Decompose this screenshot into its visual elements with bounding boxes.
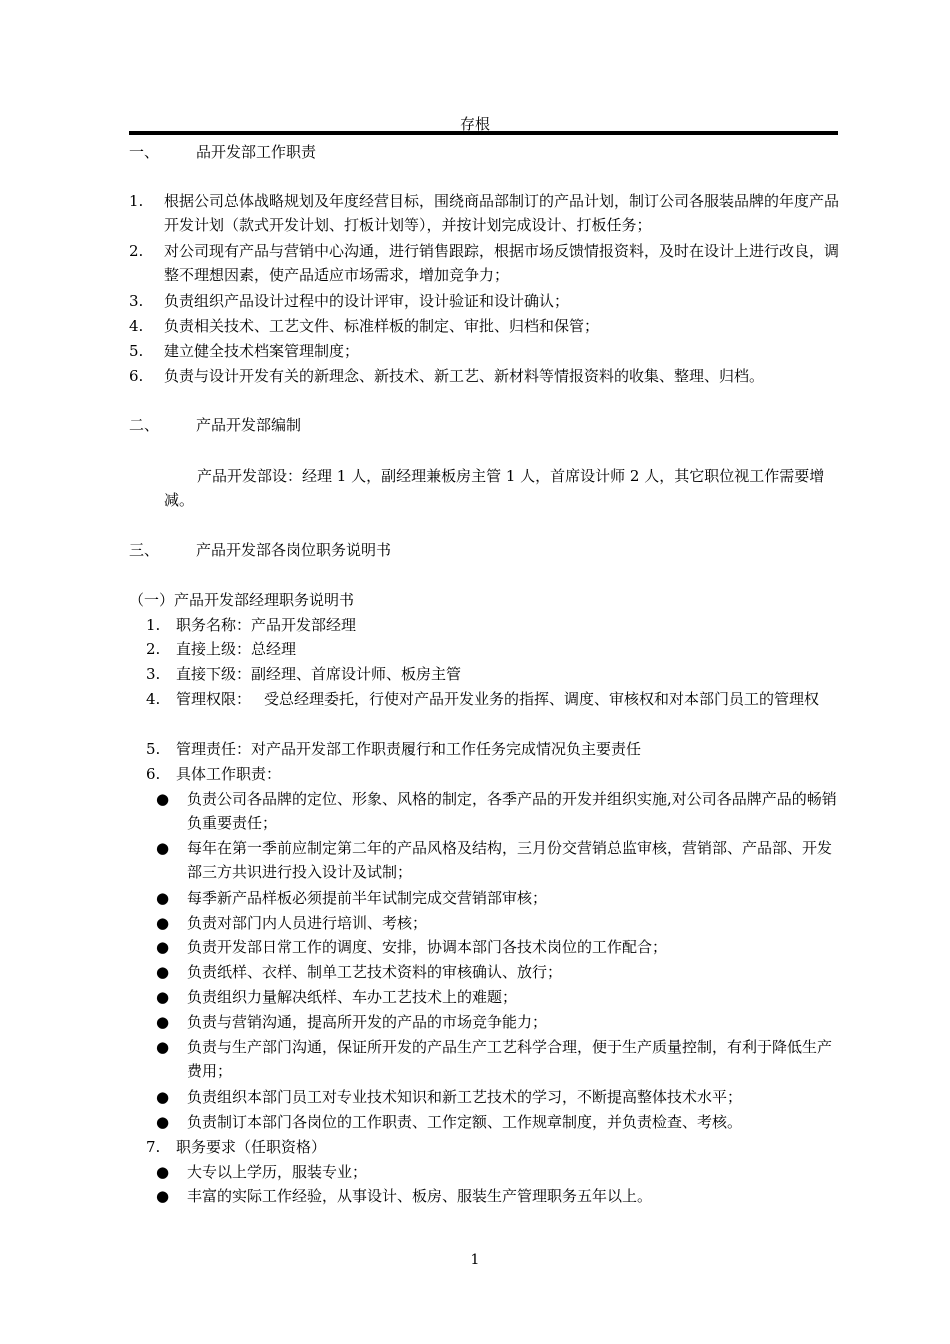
list-item: [146, 762, 841, 786]
item-text: 副经理、首席设计师、板房主管: [251, 665, 462, 683]
bullet-item: [156, 1184, 841, 1208]
item-number: 4.: [146, 690, 161, 708]
item-number: 5.: [146, 740, 161, 758]
bullet-text: 负责对部门内人员进行培训、考核；: [187, 914, 428, 932]
item-text: 对公司现有产品与营销中心沟通，进行销售跟踪，根据市场反馈情报资料，及时在设计上进行改良，调整不理想因素，使产品适应市场需求，增加竞争力；: [164, 242, 840, 284]
bullet-icon: ●: [156, 988, 170, 1006]
section-3-number: 三、: [129, 541, 160, 559]
bullet-icon: ●: [156, 839, 170, 857]
item-number: 1.: [129, 192, 144, 210]
bullet-icon: ●: [156, 938, 170, 956]
section-3-heading: [129, 538, 391, 562]
section-2-number: 二、: [129, 416, 160, 434]
section-1-title: 品开发部工作职责: [196, 143, 317, 161]
item-text: 总经理: [251, 640, 297, 658]
item-label: 职务要求（任职资格）: [176, 1138, 327, 1156]
item-number: 3.: [129, 292, 144, 310]
item-label: 具体工作职责：: [176, 765, 282, 783]
item-number: 2.: [146, 640, 161, 658]
item-label: 管理责任：: [176, 740, 252, 758]
bullet-icon: ●: [156, 1038, 170, 1056]
section-3-title: 产品开发部各岗位职务说明书: [196, 541, 392, 559]
list-item: [129, 239, 841, 287]
bullet-item: [156, 960, 841, 984]
bullet-item: [156, 836, 841, 884]
bullet-text: 负责组织本部门员工对专业技术知识和新工艺技术的学习，不断提高整体技术水平；: [187, 1088, 743, 1106]
bullet-item: [156, 1010, 841, 1034]
bullet-text: 每年在第一季前应制定第二年的产品风格及结构，三月份交营销总监审核，营销部、产品部、开发部三方共识进行投入设计及试制；: [187, 839, 833, 881]
bullet-text: 负责开发部日常工作的调度、安排，协调本部门各技术岗位的工作配合；: [187, 938, 668, 956]
list-item: [146, 737, 841, 761]
bullet-item: [156, 935, 841, 959]
bullet-item: [156, 787, 841, 835]
section-2-heading: [129, 413, 301, 437]
section-2-title: 产品开发部编制: [196, 416, 302, 434]
item-number: 6.: [129, 367, 144, 385]
item-text: 受总经理委托，行使对产品开发业务的指挥、调度、审核权和对本部门员工的管理权: [264, 690, 820, 708]
bullet-text: 负责制订本部门各岗位的工作职责、工作定额、工作规章制度，并负责检查、考核。: [187, 1113, 743, 1131]
bullet-icon: ●: [156, 1163, 170, 1181]
list-item: [146, 637, 841, 661]
list-item: [146, 662, 841, 686]
bullet-text: 负责与营销沟通，提高所开发的产品的市场竞争能力；: [187, 1013, 548, 1031]
item-number: 4.: [129, 317, 144, 335]
section-1-heading: [129, 140, 316, 164]
item-number: 6.: [146, 765, 161, 783]
bullet-text: 每季新产品样板必须提前半年试制完成交营销部审核；: [187, 889, 548, 907]
list-item: [129, 314, 841, 338]
bullet-icon: ●: [156, 914, 170, 932]
bullet-text: 负责与生产部门沟通，保证所开发的产品生产工艺科学合理，便于生产质量控制，有利于降低生产费用；: [187, 1038, 833, 1080]
item-number: 3.: [146, 665, 161, 683]
header-text: 存根: [459, 115, 490, 133]
bullet-item: [156, 985, 841, 1009]
list-item: [129, 364, 841, 388]
bullet-icon: ●: [156, 963, 170, 981]
bullet-icon: ●: [156, 790, 170, 808]
item-number: 2.: [129, 242, 144, 260]
bullet-text: 负责公司各品牌的定位、形象、风格的制定，各季产品的开发并组织实施,对公司各品牌产品的畅销负重要责任；: [187, 790, 837, 832]
item-text: 根据公司总体战略规划及年度经营目标，围绕商品部制订的产品计划，制订公司各服装品牌的年度产品开发计划（款式开发计划、打板计划等），并按计划完成设计、打板任务；: [164, 192, 840, 234]
item-number: 5.: [129, 342, 144, 360]
bullet-icon: ●: [156, 1088, 170, 1106]
section-1-number: 一、: [129, 143, 160, 161]
item-text: 建立健全技术档案管理制度；: [164, 342, 360, 360]
item-text: 对产品开发部工作职责履行和工作任务完成情况负主要责任: [251, 740, 642, 758]
list-item: [146, 613, 841, 637]
bullet-text: 负责组织力量解决纸样、车办工艺技术上的难题；: [187, 988, 518, 1006]
item-text: 负责组织产品设计过程中的设计评审，设计验证和设计确认；: [164, 292, 570, 310]
bullet-icon: ●: [156, 1113, 170, 1131]
page-number: 1: [470, 1252, 480, 1268]
item-label: 职务名称：: [176, 616, 252, 634]
bullet-icon: ●: [156, 1013, 170, 1031]
item-number: 1.: [146, 616, 161, 634]
bullet-text: 负责纸样、衣样、制单工艺技术资料的审核确认、放行；: [187, 963, 563, 981]
list-item: [146, 687, 841, 711]
header-rule: [129, 131, 838, 135]
item-number: 7.: [146, 1138, 161, 1156]
section-2-paragraph: 产品开发部设：经理 1 人，副经理兼板房主管 1 人，首席设计师 2 人，其它职位视工作需要增减。: [164, 467, 825, 509]
item-label: 直接下级：: [176, 665, 252, 683]
bullet-item: [156, 911, 841, 935]
item-label: 管理权限：: [176, 690, 252, 708]
list-item: [146, 1135, 841, 1159]
list-item: [129, 189, 841, 237]
bullet-item: [156, 1035, 841, 1083]
bullet-item: [156, 1110, 841, 1134]
subsection-title: （一）产品开发部经理职务说明书: [129, 591, 355, 609]
bullet-icon: ●: [156, 889, 170, 907]
bullet-text: 大专以上学历，服装专业；: [187, 1163, 368, 1181]
item-label: 直接上级：: [176, 640, 252, 658]
bullet-item: [156, 886, 841, 910]
item-text: 产品开发部经理: [251, 616, 357, 634]
bullet-icon: ●: [156, 1187, 170, 1205]
bullet-text: 丰富的实际工作经验，从事设计、板房、服装生产管理职务五年以上。: [187, 1187, 653, 1205]
bullet-item: [156, 1085, 841, 1109]
bullet-item: [156, 1160, 841, 1184]
list-item: [129, 289, 841, 313]
list-item: [129, 339, 841, 363]
item-text: 负责与设计开发有关的新理念、新技术、新工艺、新材料等情报资料的收集、整理、归档。: [164, 367, 765, 385]
item-text: 负责相关技术、工艺文件、标准样板的制定、审批、归档和保管；: [164, 317, 600, 335]
